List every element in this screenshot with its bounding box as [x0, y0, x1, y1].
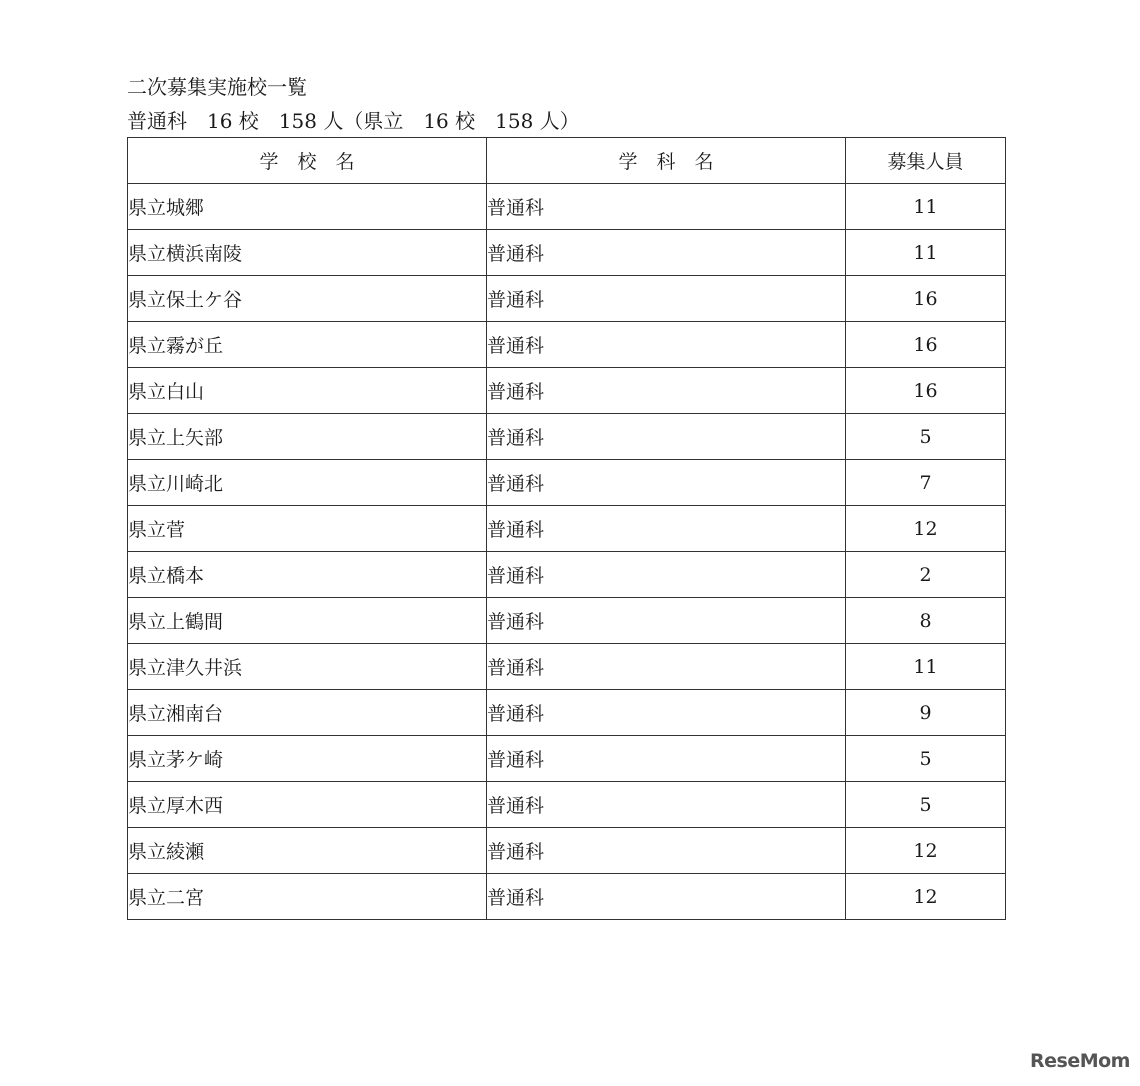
department-cell: 普通科	[487, 322, 846, 368]
recruit-count-cell: 12	[846, 874, 1006, 920]
department-cell: 普通科	[487, 644, 846, 690]
table-row	[128, 414, 1006, 460]
school-name-cell: 県立津久井浜	[128, 644, 487, 690]
resemom-logo: ReseMom	[1030, 1050, 1130, 1072]
document-subtitle: 普通科 16 校 158 人（県立 16 校 158 人）	[127, 109, 580, 133]
recruit-count-cell: 5	[846, 736, 1006, 782]
school-table	[127, 137, 1006, 920]
school-name-cell: 県立川崎北	[128, 460, 487, 506]
school-name-cell: 県立上矢部	[128, 414, 487, 460]
department-cell: 普通科	[487, 690, 846, 736]
department-cell: 普通科	[487, 276, 846, 322]
department-cell: 普通科	[487, 184, 846, 230]
recruit-count-cell: 11	[846, 644, 1006, 690]
table-header-row	[128, 138, 1006, 184]
header-recruit-count: 募集人員	[846, 138, 1006, 184]
department-cell: 普通科	[487, 414, 846, 460]
department-cell: 普通科	[487, 598, 846, 644]
school-name-cell: 県立霧が丘	[128, 322, 487, 368]
header-school-name: 学 校 名	[128, 138, 487, 184]
recruit-count-cell: 12	[846, 828, 1006, 874]
recruit-count-cell: 12	[846, 506, 1006, 552]
department-cell: 普通科	[487, 736, 846, 782]
recruit-count-cell: 8	[846, 598, 1006, 644]
department-cell: 普通科	[487, 874, 846, 920]
recruit-count-cell: 16	[846, 276, 1006, 322]
recruit-count-cell: 5	[846, 414, 1006, 460]
school-name-cell: 県立城郷	[128, 184, 487, 230]
recruit-count-cell: 7	[846, 460, 1006, 506]
document-title: 二次募集実施校一覧	[127, 75, 307, 99]
table-row	[128, 460, 1006, 506]
school-name-cell: 県立保土ケ谷	[128, 276, 487, 322]
table-row	[128, 184, 1006, 230]
department-cell: 普通科	[487, 460, 846, 506]
table-row	[128, 506, 1006, 552]
department-cell: 普通科	[487, 506, 846, 552]
school-name-cell: 県立白山	[128, 368, 487, 414]
school-name-cell: 県立厚木西	[128, 782, 487, 828]
recruit-count-cell: 11	[846, 184, 1006, 230]
department-cell: 普通科	[487, 782, 846, 828]
table-row	[128, 828, 1006, 874]
table-row	[128, 276, 1006, 322]
recruit-count-cell: 9	[846, 690, 1006, 736]
school-name-cell: 県立綾瀬	[128, 828, 487, 874]
recruit-count-cell: 16	[846, 368, 1006, 414]
header-department-name: 学 科 名	[487, 138, 846, 184]
school-name-cell: 県立上鶴間	[128, 598, 487, 644]
table-row	[128, 322, 1006, 368]
recruit-count-cell: 16	[846, 322, 1006, 368]
school-name-cell: 県立横浜南陵	[128, 230, 487, 276]
table-row	[128, 690, 1006, 736]
table-row	[128, 368, 1006, 414]
recruit-count-cell: 2	[846, 552, 1006, 598]
department-cell: 普通科	[487, 368, 846, 414]
department-cell: 普通科	[487, 230, 846, 276]
department-cell: 普通科	[487, 828, 846, 874]
department-cell: 普通科	[487, 552, 846, 598]
school-name-cell: 県立菅	[128, 506, 487, 552]
school-name-cell: 県立茅ケ崎	[128, 736, 487, 782]
school-name-cell: 県立橋本	[128, 552, 487, 598]
school-name-cell: 県立湘南台	[128, 690, 487, 736]
table-row	[128, 230, 1006, 276]
table-row	[128, 782, 1006, 828]
table-row	[128, 736, 1006, 782]
school-name-cell: 県立二宮	[128, 874, 487, 920]
table-row	[128, 598, 1006, 644]
table-row	[128, 874, 1006, 920]
recruit-count-cell: 11	[846, 230, 1006, 276]
table-row	[128, 644, 1006, 690]
recruit-count-cell: 5	[846, 782, 1006, 828]
table-row	[128, 552, 1006, 598]
